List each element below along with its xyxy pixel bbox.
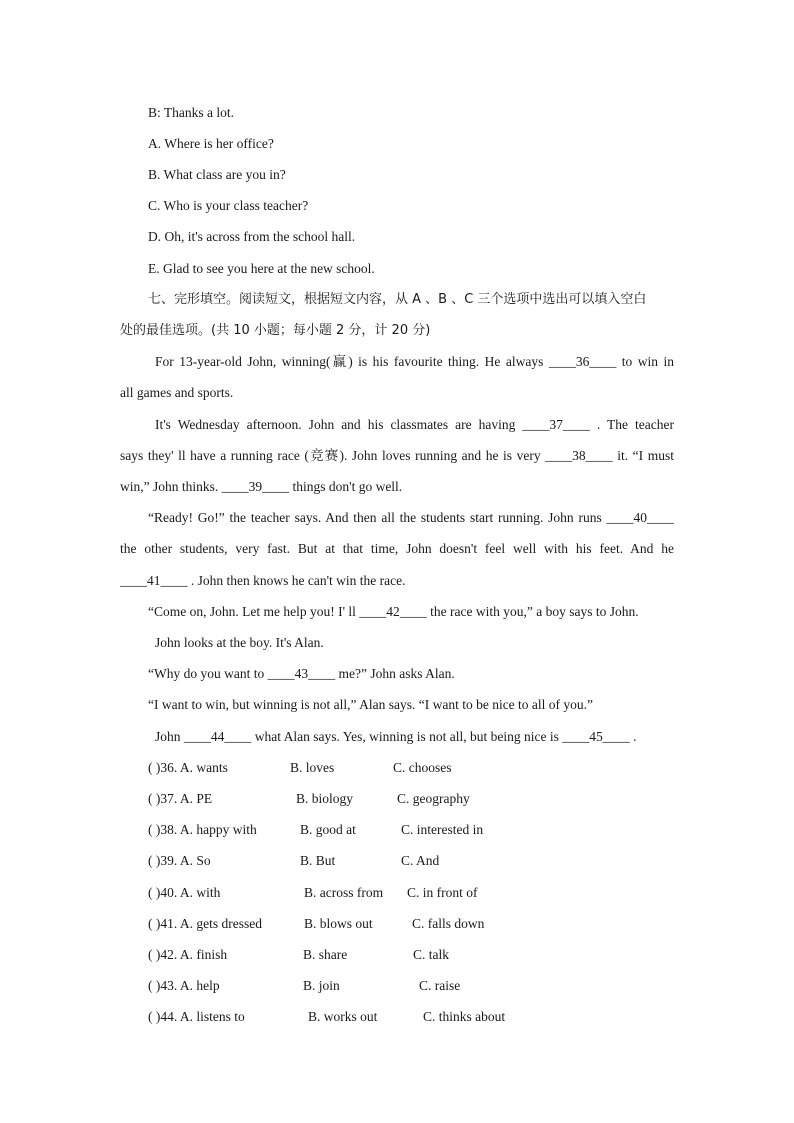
- passage-p3-line3: ____41____ . John then knows he can't win the race.: [120, 573, 406, 588]
- question-43-option-a: ( )43. A. help: [148, 978, 220, 993]
- question-39-option-c: C. And: [401, 853, 440, 868]
- section-heading-line2: 处的最佳选项。(共 10 小题；每小题 2 分，计 20 分): [120, 323, 431, 338]
- question-37-option-a: ( )37. A. PE: [148, 791, 213, 806]
- question-40-option-c: C. in front of: [407, 885, 478, 900]
- question-42-option-c: C. talk: [413, 947, 449, 962]
- dialogue-b-line: B: Thanks a lot.: [148, 105, 234, 120]
- question-37-option-b: B. biology: [296, 791, 354, 806]
- passage-p3-line1: “Ready! Go!” the teacher says. And then all the students start running. John runs ____40____: [148, 510, 674, 525]
- question-36-option-c: C. chooses: [393, 760, 452, 775]
- dialogue-option-b: B. What class are you in?: [148, 167, 286, 182]
- dialogue-option-d: D. Oh, it's across from the school hall.: [148, 229, 356, 244]
- question-37-option-c: C. geography: [397, 791, 470, 806]
- question-39-option-b: B. But: [300, 853, 336, 868]
- question-42-option-a: ( )42. A. finish: [148, 947, 228, 962]
- dialogue-option-a: A. Where is her office?: [148, 136, 274, 151]
- question-38-option-b: B. good at: [300, 822, 356, 837]
- question-40-option-b: B. across from: [304, 885, 384, 900]
- question-41-option-c: C. falls down: [412, 916, 485, 931]
- passage-p1-line1: For 13-year-old John, winning(赢) is his favourite thing. He always ____36____ to win in: [155, 354, 674, 369]
- passage-p1-line2: all games and sports.: [120, 385, 234, 400]
- passage-p5: John looks at the boy. It's Alan.: [155, 635, 324, 650]
- passage-p7: “I want to win, but winning is not all,” Alan says. “I want to be nice to all of you.”: [148, 697, 594, 712]
- passage-p2-line2: says they' ll have a running race (竞赛). John loves running and he is very ____38____ it. “I must: [120, 448, 674, 463]
- question-44-option-a: ( )44. A. listens to: [148, 1009, 245, 1024]
- passage-p8: John ____44____ what Alan says. Yes, winning is not all, but being nice is ____45____ .: [155, 729, 637, 744]
- passage-p6: “Why do you want to ____43____ me?” John asks Alan.: [148, 666, 455, 681]
- passage-p2-line1: It's Wednesday afternoon. John and his classmates are having ____37____ . The teacher: [155, 417, 674, 432]
- question-41-option-a: ( )41. A. gets dressed: [148, 916, 262, 931]
- section-heading-line1: 七、完形填空。阅读短文，根据短文内容，从 A 、B 、C 三个选项中选出可以填入空白: [148, 292, 647, 307]
- passage-p2-line3: win,” John thinks. ____39____ things don't go well.: [120, 479, 403, 494]
- question-42-option-b: B. share: [303, 947, 348, 962]
- question-44-option-c: C. thinks about: [423, 1009, 506, 1024]
- question-41-option-b: B. blows out: [304, 916, 373, 931]
- passage-p4: “Come on, John. Let me help you! I' ll ____42____ the race with you,” a boy says to John.: [148, 604, 639, 619]
- question-43-option-c: C. raise: [419, 978, 461, 993]
- question-39-option-a: ( )39. A. So: [148, 853, 211, 868]
- question-43-option-b: B. join: [303, 978, 340, 993]
- question-38-option-c: C. interested in: [401, 822, 484, 837]
- dialogue-option-c: C. Who is your class teacher?: [148, 198, 309, 213]
- question-40-option-a: ( )40. A. with: [148, 885, 221, 900]
- question-36-option-a: ( )36. A. wants: [148, 760, 228, 775]
- question-38-option-a: ( )38. A. happy with: [148, 822, 257, 837]
- question-44-option-b: B. works out: [308, 1009, 378, 1024]
- dialogue-option-e: E. Glad to see you here at the new school.: [148, 261, 375, 276]
- question-36-option-b: B. loves: [290, 760, 335, 775]
- passage-p3-line2: the other students, very fast. But at that time, John doesn't feel well with his feet. And he: [120, 541, 674, 556]
